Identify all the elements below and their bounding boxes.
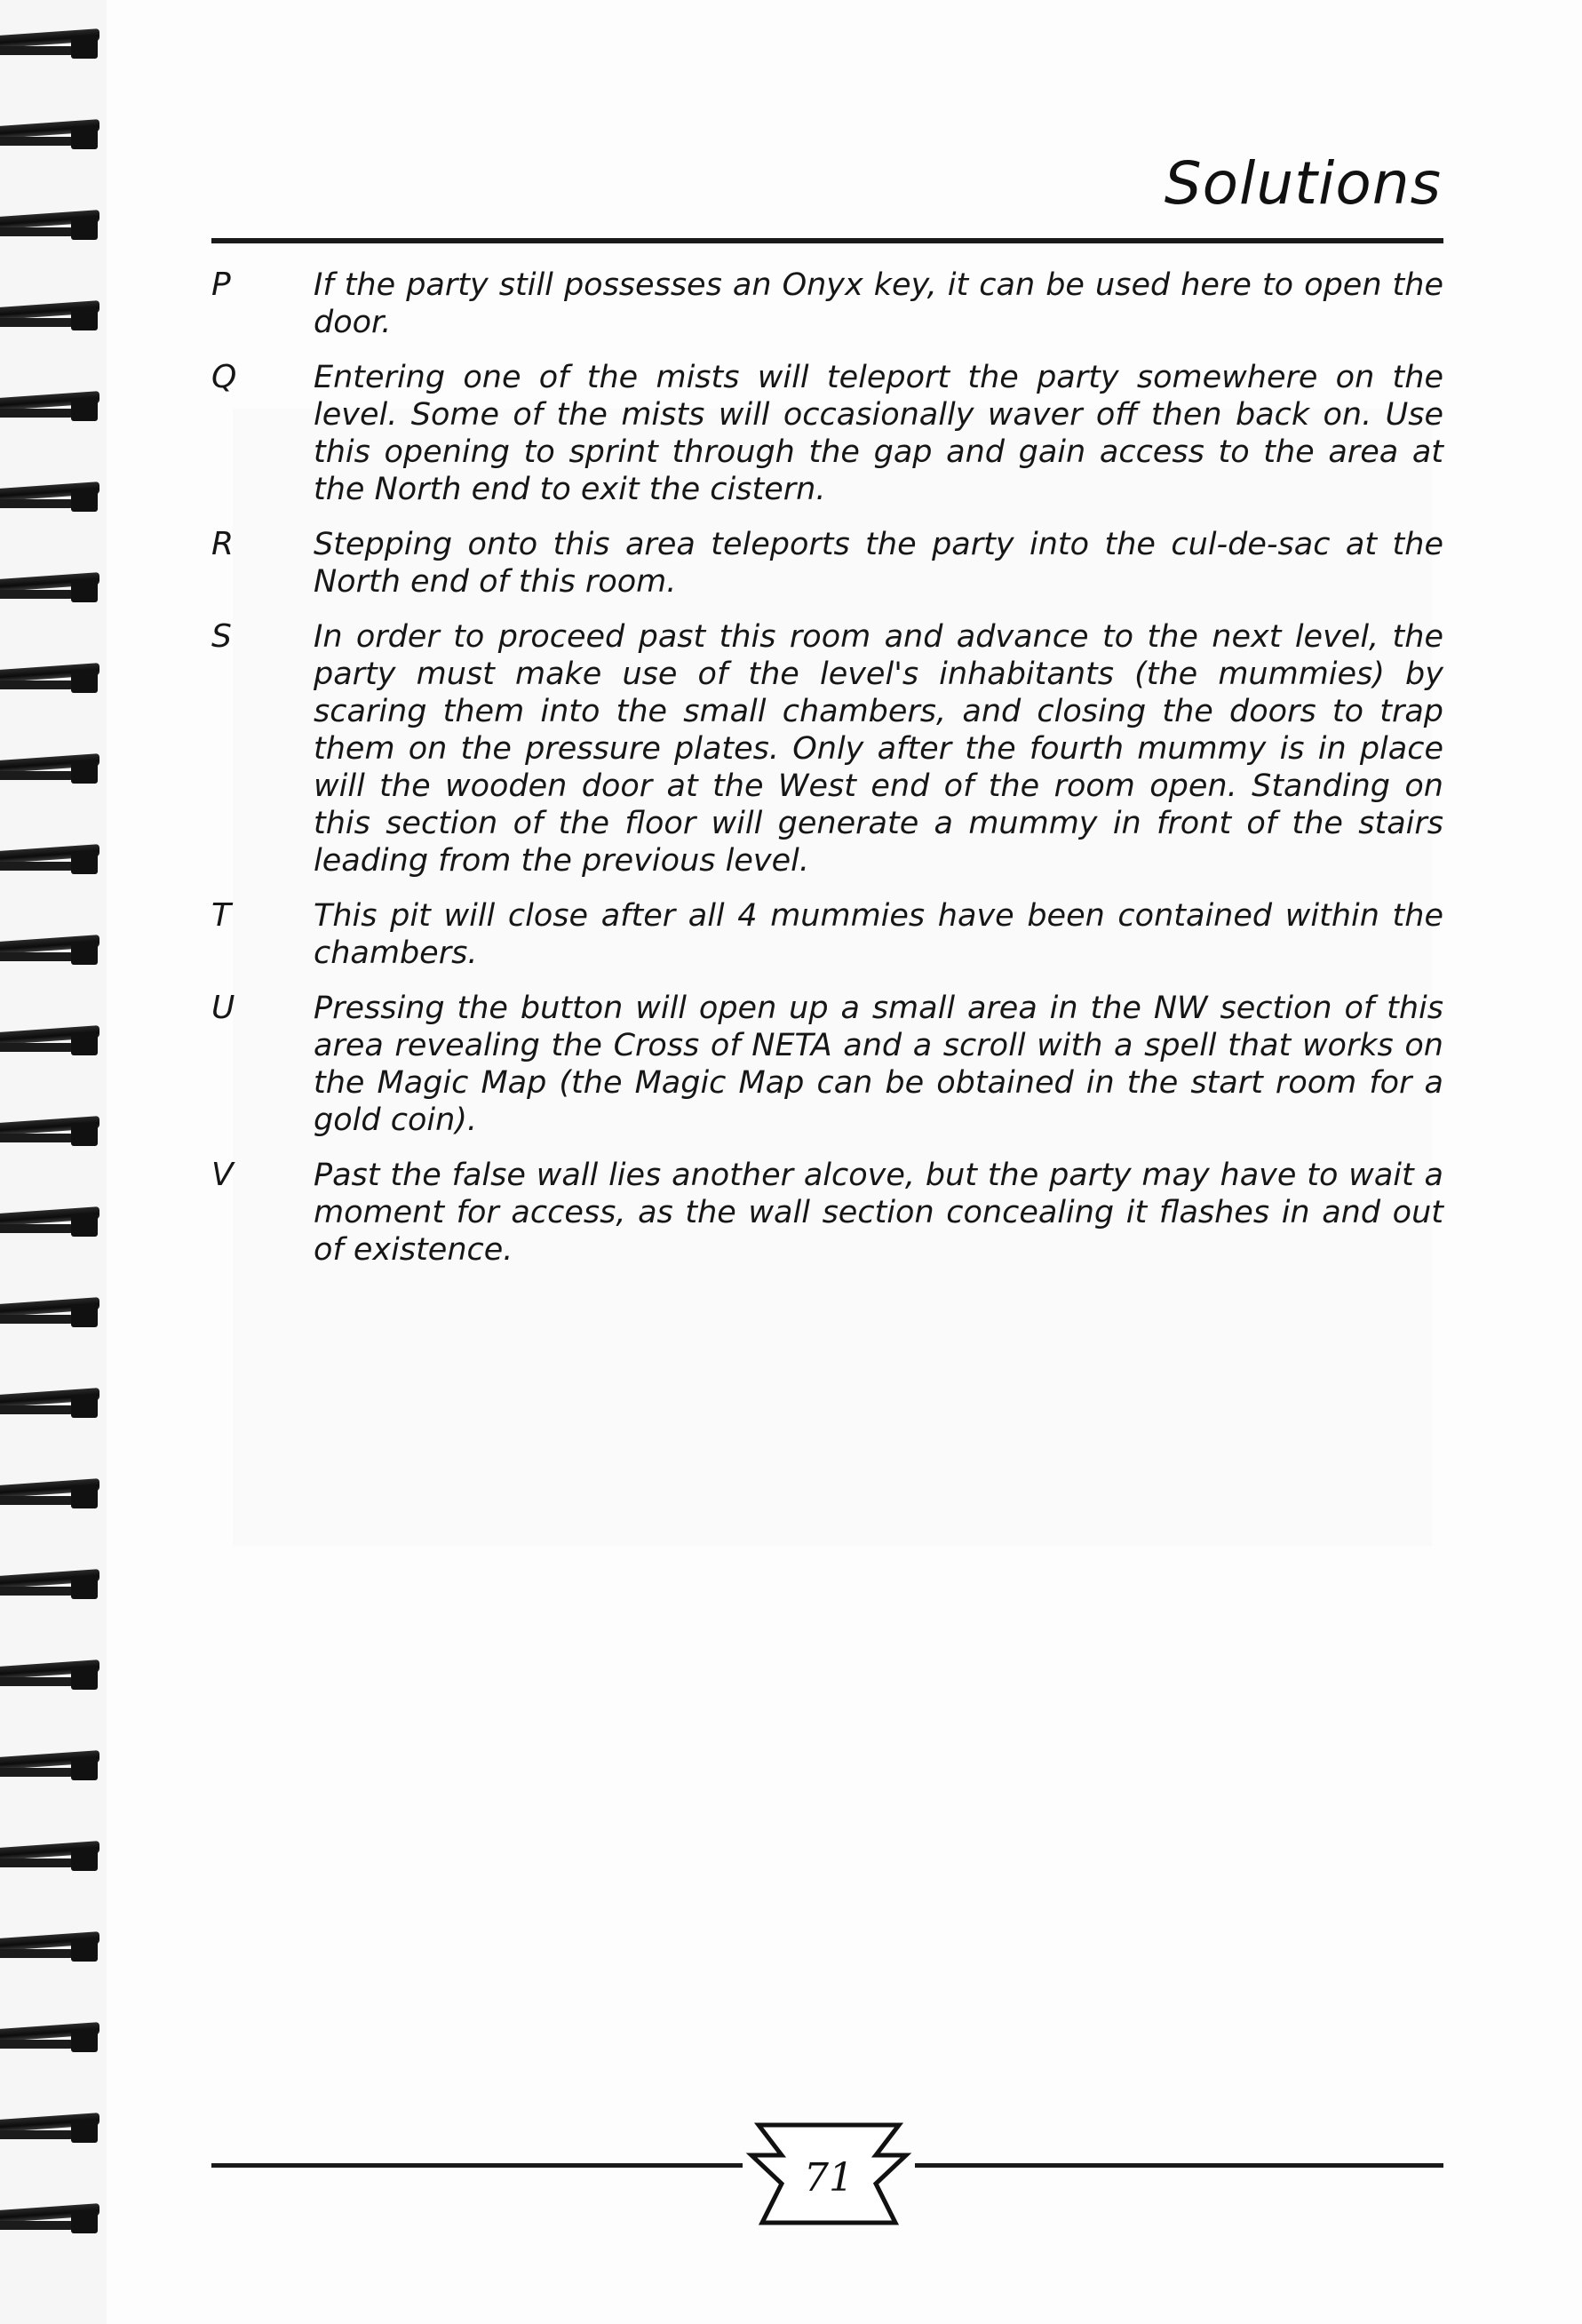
page-title: Solutions [1164,149,1442,218]
binding-ring [0,27,105,62]
entry-letter: V [211,1157,234,1193]
binding-ring [0,1658,105,1693]
binding-ring [0,117,105,153]
binding-ring [0,1114,105,1150]
binding-ring [0,1386,105,1421]
entry-text: This pit will close after all 4 mummies have been contained within the chambers. [314,898,1443,971]
entry-text: Pressing the button will open up a small area in the NW section of this area revealing the Cross of NETA and a scroll with a spell that works on the Magic Map (the Magic Map can be obtained in the start room for a gold coin). [314,991,1443,1138]
footer-rule-left [211,2163,743,2168]
binding-ring [0,480,105,515]
entry-letter: S [211,618,232,655]
footer-rule-right [915,2163,1443,2168]
solution-entry-t [211,897,1443,972]
binding-ring [0,1476,105,1512]
binding-ring [0,661,105,696]
spiral-binding [0,0,107,2324]
entry-text: If the party still possesses an Onyx key, it can be used here to open the door. [314,267,1443,340]
solutions-list [211,267,1443,1286]
solution-entry-s [211,618,1443,879]
entry-letter: R [211,526,235,562]
binding-ring [0,842,105,878]
binding-ring [0,1205,105,1240]
binding-ring [0,298,105,334]
binding-ring [0,933,105,968]
entry-letter: Q [211,359,237,395]
entry-letter: P [211,267,231,303]
binding-ring [0,2201,105,2237]
binding-ring [0,208,105,243]
binding-ring [0,1567,105,1603]
binding-ring [0,2111,105,2146]
binding-ring [0,1839,105,1874]
solution-entry-p [211,267,1443,341]
binding-ring [0,1748,105,1784]
page-number: 71 [804,2155,854,2201]
solution-entry-q [211,359,1443,508]
entry-text: Past the false wall lies another alcove, but the party may have to wait a moment for access, as the wall section concealing it flashes in and out of existence. [314,1158,1443,1268]
binding-ring [0,1930,105,1965]
solution-entry-v [211,1157,1443,1269]
entry-letter: U [211,990,235,1026]
entry-text: In order to proceed past this room and advance to the next level, the party must make use of the level's inhabitants (the mummies) by scaring them into the small chambers, and closing the doors to trap them on the pressure plates. Only after the fourth mummy is in place will the wooden door at the West end of the room open. Standing on this section of the floor will generate a mummy in front of the stairs leading from the previous level. [314,619,1443,879]
entry-text: Stepping onto this area teleports the party into the cul-de-sac at the North end of this room. [314,527,1443,600]
binding-ring [0,752,105,787]
binding-ring [0,389,105,425]
entry-letter: T [211,897,231,934]
solution-entry-r [211,526,1443,601]
binding-ring [0,1295,105,1331]
header-rule [211,238,1443,243]
binding-ring [0,1023,105,1059]
entry-text: Entering one of the mists will teleport the party somewhere on the level. Some of the mists will occasionally waver off then back on. Use this opening to sprint through the gap and gain access to the area at the North end to exit the cistern. [314,360,1443,507]
binding-ring [0,570,105,606]
page-number-badge [743,2121,915,2226]
solution-entry-u [211,990,1443,1139]
binding-ring [0,2020,105,2056]
